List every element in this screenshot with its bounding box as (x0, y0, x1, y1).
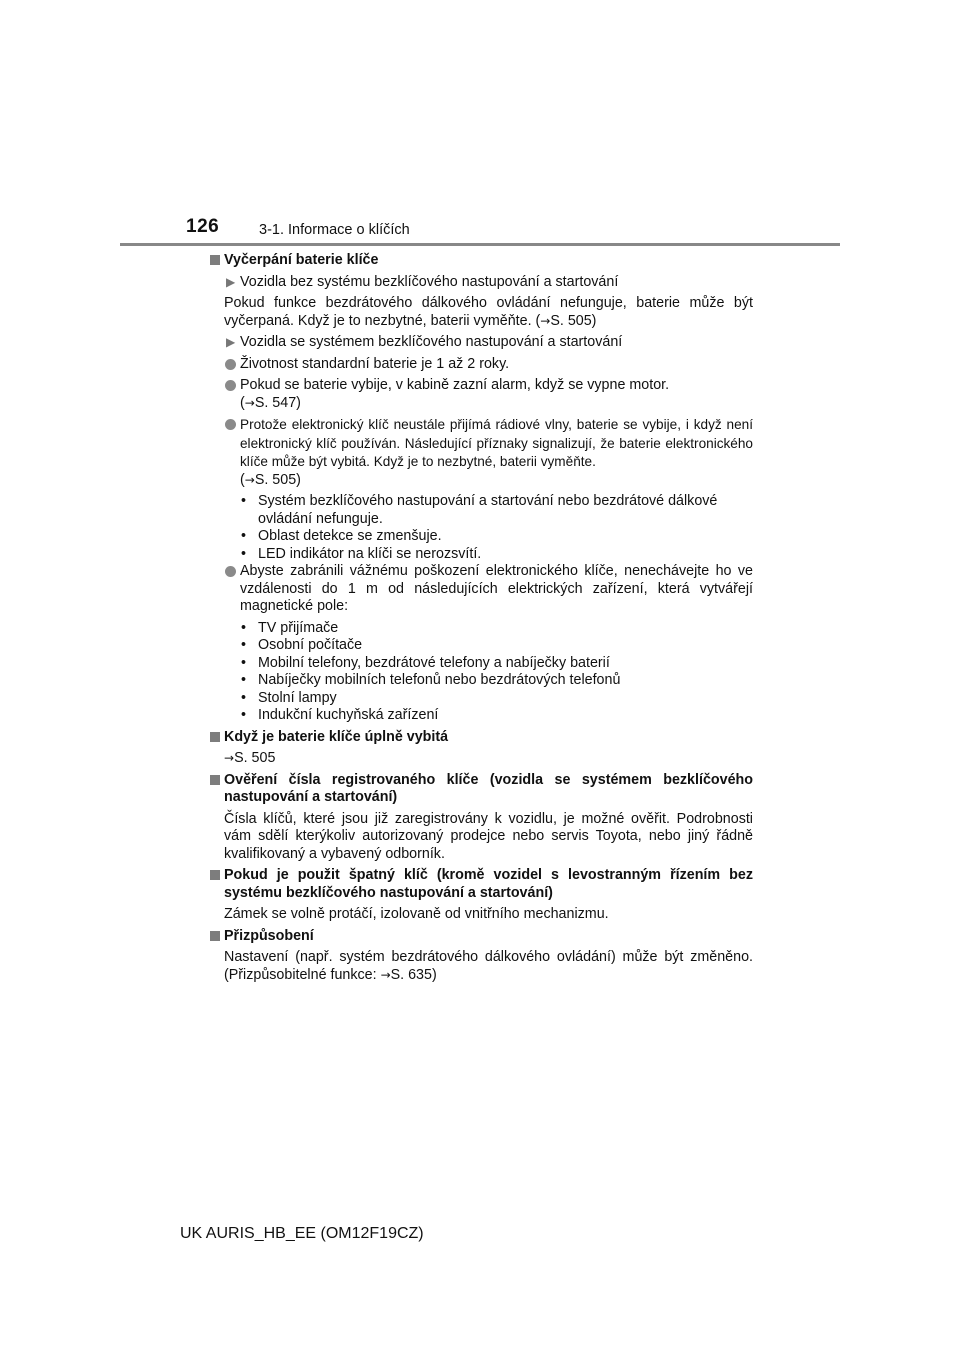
list-item-text: TV přijímače (258, 619, 339, 636)
paragraph-customization (210, 949, 753, 984)
arrow-right-icon: → (380, 967, 391, 982)
list-item (210, 655, 753, 673)
paragraph-lock-spins: Zámek se volně protáčí, izolovaně od vnitřního mechanizmu. (224, 906, 609, 922)
circle-bullet-icon (225, 380, 236, 391)
bullet-icon: • (241, 528, 247, 544)
list-item (210, 620, 753, 638)
square-bullet-icon (210, 870, 220, 880)
dot-item-magnetic-field (210, 563, 753, 616)
heading-text: Když je baterie klíče úplně vybitá (224, 728, 449, 745)
page-reference: S. 547) (254, 394, 301, 411)
list-item (210, 637, 753, 655)
sub-item-without-smart-entry (210, 274, 753, 292)
dot-item-alarm (210, 377, 753, 412)
list-item (210, 672, 753, 690)
bullet-icon: • (241, 493, 247, 509)
list-item-text: Systém bezklíčového nastupování a startování nebo bezdrátové dálkové ovládání nefunguje. (258, 493, 718, 527)
reference-line (210, 750, 753, 768)
dot-item-radio-waves (210, 416, 753, 489)
triangle-bullet-icon: ▶ (226, 335, 236, 349)
circle-bullet-icon (225, 419, 236, 430)
paragraph-key-numbers: Čísla klíčů, které jsou již zaregistrovány k vozidlu, je možné ověřit. Podrobnosti vám sdělí kterýkoliv autorizovaný prodejce nebo servis Toyota, nebo jiný řádně kvalifikovaný a vybavený odborník. (224, 810, 753, 862)
list-item (210, 528, 753, 546)
heading-battery-fully-depleted (210, 729, 753, 747)
bullet-icon: • (241, 689, 247, 706)
square-bullet-icon (210, 255, 220, 265)
dot-item-text: Protože elektronický klíč neustále přijímá rádiové vlny, baterie se vybije, i když není elektronický klíč používán. Následující příznaky signalizují, že baterie elektronického klíče může být vybitá. Když je to nezbytné, baterii vyměňte. (240, 417, 753, 469)
triangle-bullet-icon: ▶ (226, 274, 236, 289)
page-reference: S. 635) (390, 966, 437, 983)
list-item (210, 546, 753, 564)
arrow-right-icon: → (244, 395, 255, 410)
heading-customization (210, 928, 753, 946)
list-item (210, 493, 753, 528)
ref-open-paren: ( (240, 471, 245, 488)
bullet-icon: • (241, 707, 247, 723)
list-item-text: LED indikátor na klíči se nerozsvítí. (258, 545, 482, 562)
bullet-icon: • (241, 637, 247, 653)
list-item (210, 690, 753, 708)
page-number: 126 (186, 216, 220, 237)
bullet-icon: • (241, 619, 247, 636)
dot-item-text: Životnost standardní baterie je 1 až 2 roky. (240, 355, 510, 372)
paragraph-text: Nastavení (např. systém bezdrátového dálkového ovládání) může být změněno. (Přizpůsobitelné funkce: (224, 949, 753, 983)
paragraph-battery-replace (210, 295, 753, 330)
circle-bullet-icon (225, 566, 236, 577)
footer-document-code: UK AURIS_HB_EE (OM12F19CZ) (180, 1225, 424, 1242)
bullet-icon: • (241, 654, 247, 671)
arrow-right-icon: → (540, 313, 551, 328)
sub-item-text: Vozidla se systémem bezklíčového nastupování a startování (240, 334, 623, 350)
circle-bullet-icon (225, 359, 236, 370)
list-item-text: Oblast detekce se zmenšuje. (258, 528, 442, 544)
heading-text: Přizpůsobení (224, 927, 314, 944)
heading-battery-depletion (210, 252, 753, 270)
dot-item-text: Pokud se baterie vybije, v kabině zazní alarm, když se vypne motor. (240, 377, 670, 393)
page-reference: S. 505 (234, 750, 276, 766)
ref-open-paren: ( (240, 394, 245, 411)
sub-item-with-smart-entry (210, 334, 753, 352)
header-rule (120, 243, 840, 246)
heading-wrong-key (210, 867, 753, 902)
heading-text: Pokud je použit špatný klíč (kromě vozidel s levostranným řízením bez systému bezklíčového nastupování a startování) (224, 867, 753, 901)
dot-item-text: Abyste zabránili vážnému poškození elektronického klíče, nenechávejte ho ve vzdálenosti do 1 m od následujících elektrických zařízení, která vytvářejí magnetické pole: (240, 563, 753, 614)
heading-text: Vyčerpání baterie klíče (224, 252, 379, 268)
page-reference: S. 505) (254, 471, 301, 488)
square-bullet-icon (210, 931, 220, 941)
list-item (210, 707, 753, 725)
list-item-text: Stolní lampy (258, 689, 337, 706)
list-item-text: Mobilní telefony, bezdrátové telefony a nabíječky baterií (258, 654, 610, 671)
device-list (210, 620, 753, 725)
symptom-list (210, 493, 753, 563)
bullet-icon: • (241, 545, 247, 562)
bullet-icon: • (241, 672, 247, 688)
heading-text: Ověření čísla registrovaného klíče (vozidla se systémem bezklíčového nastupování a startování) (224, 771, 753, 805)
list-item-text: Indukční kuchyňská zařízení (258, 707, 439, 723)
section-title: 3-1. Informace o klíčích (259, 222, 410, 238)
page-content (210, 252, 753, 984)
arrow-right-icon: → (224, 751, 235, 765)
dot-item-battery-life (210, 356, 753, 374)
square-bullet-icon (210, 732, 220, 742)
sub-item-text: Vozidla bez systému bezklíčového nastupování a startování (240, 273, 619, 290)
list-item-text: Osobní počítače (258, 637, 363, 653)
arrow-right-icon: → (244, 472, 255, 487)
page-reference: S. 505) (550, 312, 597, 329)
paragraph-text: Pokud funkce bezdrátového dálkového ovládání nefunguje, baterie může být vyčerpaná. Když je to nezbytné, baterii vyměňte. ( (224, 295, 753, 329)
square-bullet-icon (210, 775, 220, 785)
heading-key-number-verification (210, 772, 753, 807)
list-item-text: Nabíječky mobilních telefonů nebo bezdrátových telefonů (258, 672, 621, 688)
